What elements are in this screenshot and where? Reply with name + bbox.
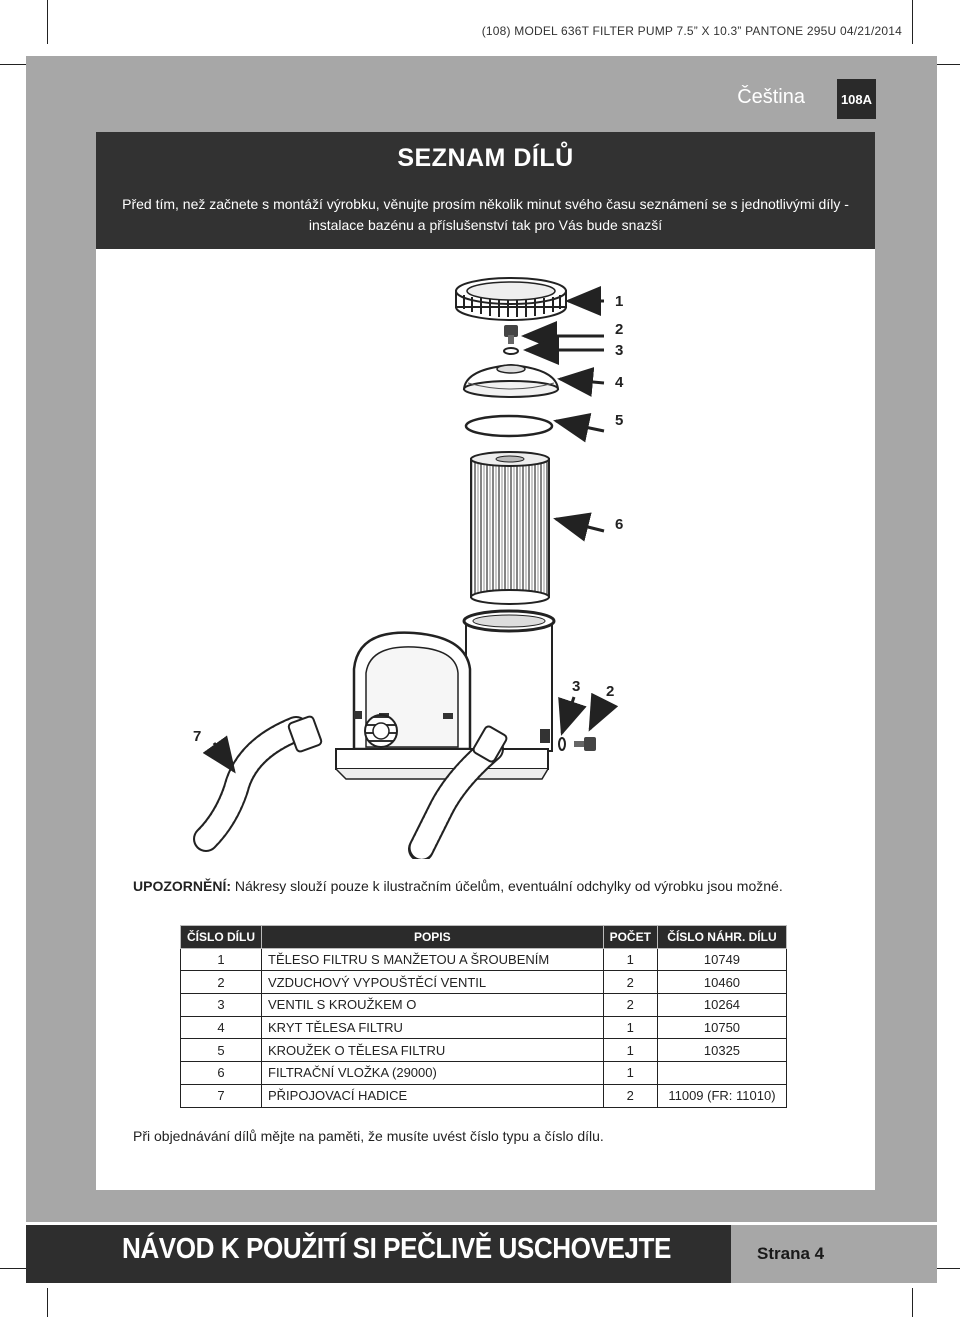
table-row [181,1062,787,1085]
filter-cartridge-part [471,452,549,604]
crop-mark [47,0,48,44]
cell-quantity: 2 [603,994,657,1017]
warning-note [133,876,823,897]
cell-spare-part-no: 10325 [657,1039,786,1062]
callout-1: 1 [615,293,624,310]
language-label: Čeština [737,86,805,108]
exploded-parts-diagram [96,249,875,859]
cell-description: TĚLESO FILTRU S MANŽETOU A ŠROUBENÍM [262,948,604,971]
cell-part-no: 2 [181,971,262,994]
page-number: Strana 4 [731,1225,937,1283]
col-description: POPIS [262,926,604,949]
order-note: Při objednávání dílů mějte na paměti, že musíte uvést číslo typu a číslo dílu. [133,1128,604,1144]
footer-title: NÁVOD K POUŽITÍ SI PEČLIVĚ USCHOVEJTE [122,1233,671,1265]
cell-part-no: 6 [181,1062,262,1085]
title-box [96,132,875,249]
callout-7: 7 [193,728,202,745]
col-part-no: ČÍSLO DÍLU [181,926,262,949]
page-code-badge: 108A [837,79,876,119]
valve-o-ring-part [504,348,518,354]
cell-spare-part-no [657,1062,786,1085]
cell-description: FILTRAČNÍ VLOŽKA (29000) [262,1062,604,1085]
crop-mark [47,1288,48,1317]
cell-part-no: 1 [181,948,262,971]
cell-description: VENTIL S KROUŽKEM O [262,994,604,1017]
cell-description: VZDUCHOVÝ VYPOUŠTĚCÍ VENTIL [262,971,604,994]
cell-quantity: 2 [603,1084,657,1107]
cell-description: KROUŽEK O TĚLESA FILTRU [262,1039,604,1062]
cell-quantity: 1 [603,1062,657,1085]
cell-quantity: 1 [603,1016,657,1039]
cell-part-no: 5 [181,1039,262,1062]
callout-2: 2 [615,321,624,338]
table-row [181,1016,787,1039]
table-row [181,1084,787,1107]
table-header-row [181,926,787,949]
page-title: SEZNAM DÍLŮ [397,144,574,172]
crop-mark [912,1288,913,1317]
cell-spare-part-no: 10264 [657,994,786,1017]
air-release-valve-part [504,325,518,344]
cell-quantity: 2 [603,971,657,994]
cell-spare-part-no: 10460 [657,971,786,994]
table-row [181,971,787,994]
cell-description: PŘIPOJOVACÍ HADICE [262,1084,604,1107]
cell-quantity: 1 [603,948,657,971]
parts-table [180,925,787,1108]
callout-6: 6 [615,516,624,533]
callout-2-lower: 2 [606,683,615,700]
callout-5: 5 [615,412,624,429]
col-quantity: POČET [603,926,657,949]
warning-text: Nákresy slouží pouze k ilustračním účelům, eventuální odchylky od výrobku jsou možné. [234,878,783,894]
callout-4: 4 [615,374,624,391]
table-row [181,1039,787,1062]
footer-bar [26,1225,937,1283]
callout-3: 3 [615,342,624,359]
crop-mark [912,0,913,44]
cell-spare-part-no: 11009 (FR: 11010) [657,1084,786,1107]
table-row [181,994,787,1017]
cell-part-no: 3 [181,994,262,1017]
cell-description: KRYT TĚLESA FILTRU [262,1016,604,1039]
print-header: (108) MODEL 636T FILTER PUMP 7.5” X 10.3” PANTONE 295U 04/21/2014 [481,24,902,38]
lock-ring-part [456,278,566,320]
callout-3-lower: 3 [572,678,581,695]
cell-quantity: 1 [603,1039,657,1062]
table-row [181,948,787,971]
pump-assembly [206,611,596,849]
intro-text: Před tím, než začnete s montáží výrobku, věnujte prosím několik minut svého času seznámení se s jednotlivými díly - instalace bazénu a příslušenství tak pro Vás bude snazší [122,196,849,233]
cell-spare-part-no: 10749 [657,948,786,971]
col-spare-part-no: ČÍSLO NÁHR. DÍLU [657,926,786,949]
housing-o-ring-part [466,416,552,436]
warning-label: UPOZORNĚNÍ: [133,878,231,894]
cell-part-no: 7 [181,1084,262,1107]
cell-part-no: 4 [181,1016,262,1039]
cell-spare-part-no: 10750 [657,1016,786,1039]
content-panel [96,249,875,1190]
housing-cover-part [464,365,558,397]
